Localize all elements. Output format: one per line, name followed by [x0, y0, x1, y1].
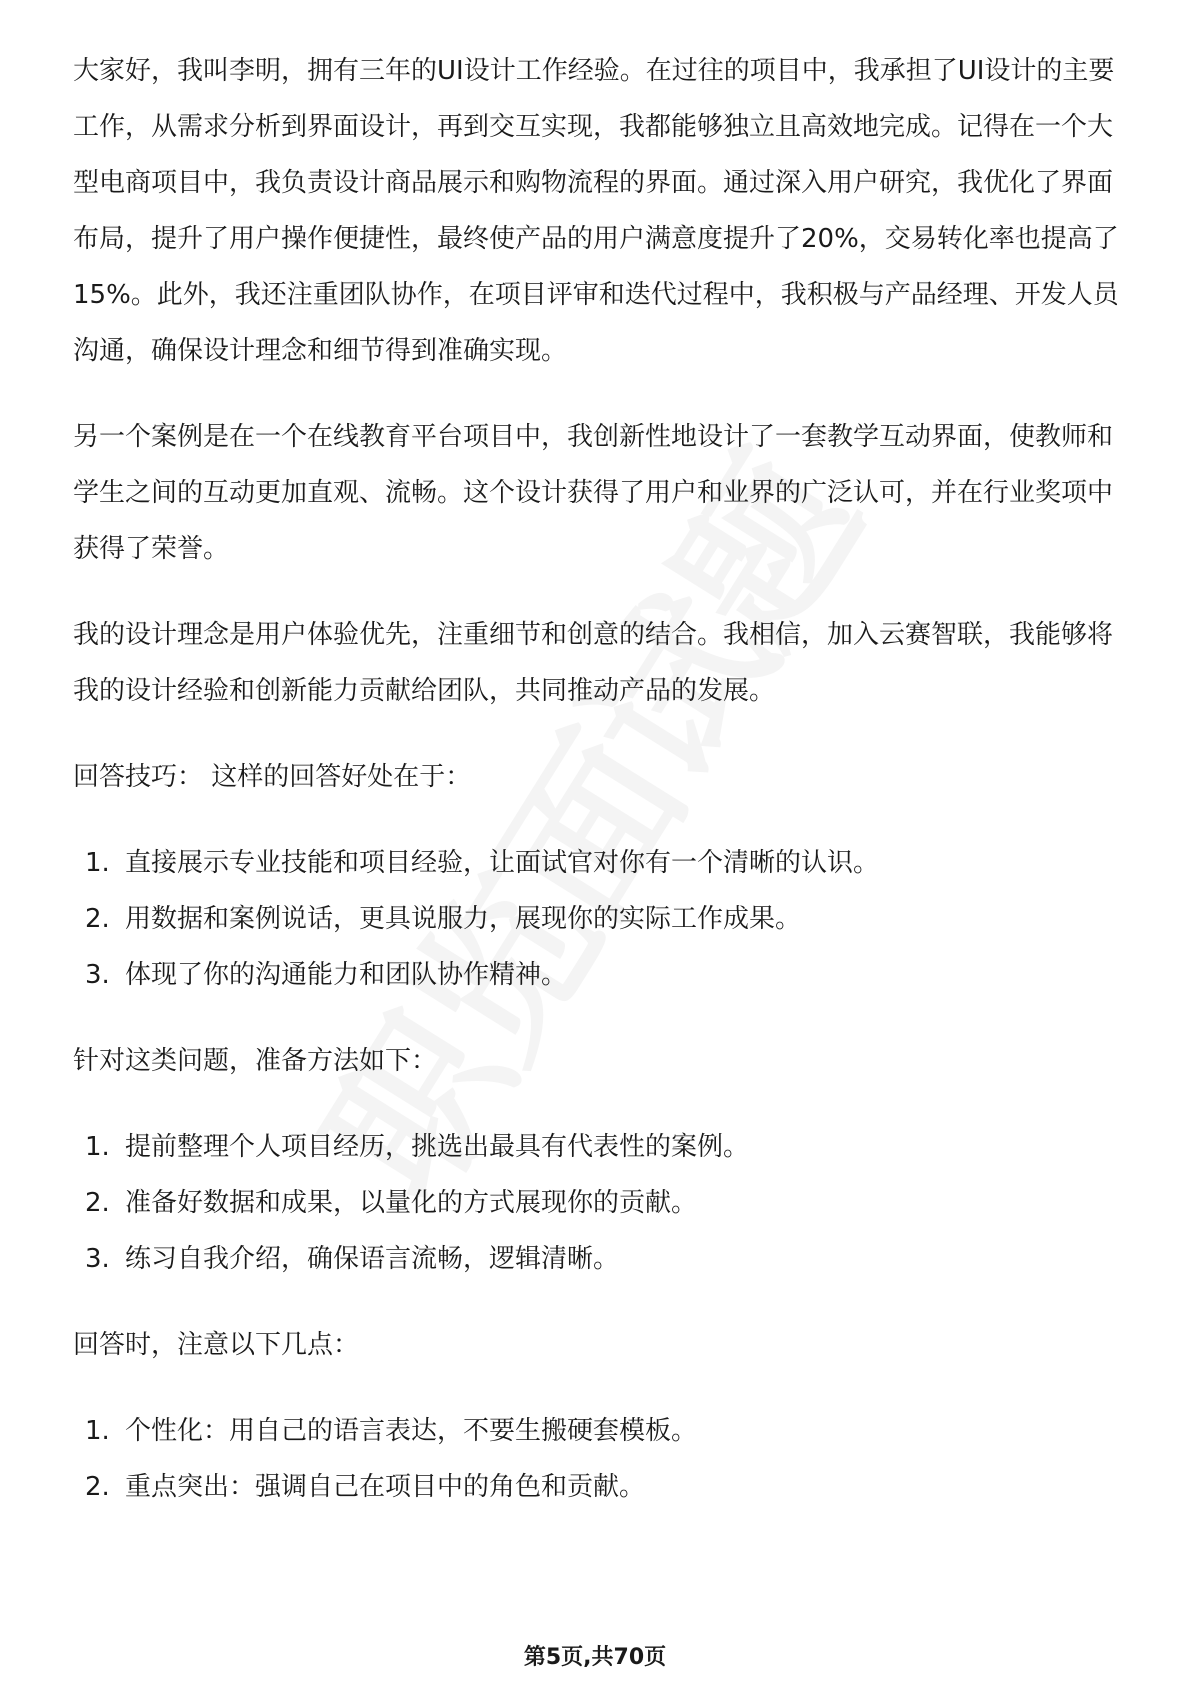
- list-item: [73, 835, 1125, 891]
- list-item: [73, 1459, 1125, 1515]
- list-number: 2.: [85, 1472, 110, 1502]
- notes-heading: 回答时，注意以下几点：: [73, 1330, 360, 1360]
- prep-list: [73, 1119, 1125, 1287]
- intro-paragraph: 大家好，我叫李明，拥有三年的UI设计工作经验。在过往的项目中，我承担了UI设计的主要工作，从需求分析到界面设计，再到交互实现，我都能够独立且高效地完成。记得在一个大型电商项目中，我负责设计商品展示和购物流程的界面。通过深入用户研究，我优化了界面布局，提升了用户操作便捷性，最终使产品的用户满意度提升了20%，交易转化率也提高了15%。此外，我还注重团队协作，在项目评审和迭代过程中，我积极与产品经理、开发人员沟通，确保设计理念和细节得到准确实现。: [73, 56, 1119, 366]
- prep-heading: 针对这类问题，准备方法如下：: [73, 1046, 438, 1076]
- list-text: 个性化：用自己的语言表达，不要生搬硬套模板。: [125, 1416, 698, 1446]
- notes-list: [73, 1403, 1125, 1515]
- page-number: 第5页,共70页: [523, 1645, 667, 1670]
- list-text: 直接展示专业技能和项目经验，让面试官对你有一个清晰的认识。: [125, 848, 880, 878]
- list-item: [73, 1403, 1125, 1459]
- list-number: 1.: [85, 848, 110, 878]
- list-item: [73, 1231, 1125, 1287]
- tips-list: [73, 835, 1125, 1003]
- list-number: 3.: [85, 1244, 110, 1274]
- list-number: 2.: [85, 904, 110, 934]
- list-number: 1.: [85, 1416, 110, 1446]
- list-text: 用数据和案例说话，更具说服力，展现你的实际工作成果。: [125, 904, 802, 934]
- case-paragraph: 另一个案例是在一个在线教育平台项目中，我创新性地设计了一套教学互动界面，使教师和学生之间的互动更加直观、流畅。这个设计获得了用户和业界的广泛认可，并在行业奖项中获得了荣誉。: [73, 422, 1114, 564]
- list-text: 重点突出：强调自己在项目中的角色和贡献。: [125, 1472, 646, 1502]
- list-item: [73, 1119, 1125, 1175]
- list-item: [73, 891, 1125, 947]
- list-item: [73, 1175, 1125, 1231]
- list-number: 1.: [85, 1132, 110, 1162]
- document-body: [73, 43, 1125, 1545]
- list-text: 体现了你的沟通能力和团队协作精神。: [125, 960, 568, 990]
- list-item: [73, 947, 1125, 1003]
- list-text: 准备好数据和成果，以量化的方式展现你的贡献。: [125, 1188, 698, 1218]
- list-text: 练习自我介绍，确保语言流畅，逻辑清晰。: [125, 1244, 620, 1274]
- philosophy-paragraph: 我的设计理念是用户体验优先，注重细节和创意的结合。我相信，加入云赛智联，我能够将我的设计经验和创新能力贡献给团队，共同推动产品的发展。: [73, 620, 1114, 706]
- list-number: 3.: [85, 960, 110, 990]
- tips-heading: 回答技巧： 这样的回答好处在于：: [73, 762, 472, 792]
- list-text: 提前整理个人项目经历，挑选出最具有代表性的案例。: [125, 1132, 750, 1162]
- list-number: 2.: [85, 1188, 110, 1218]
